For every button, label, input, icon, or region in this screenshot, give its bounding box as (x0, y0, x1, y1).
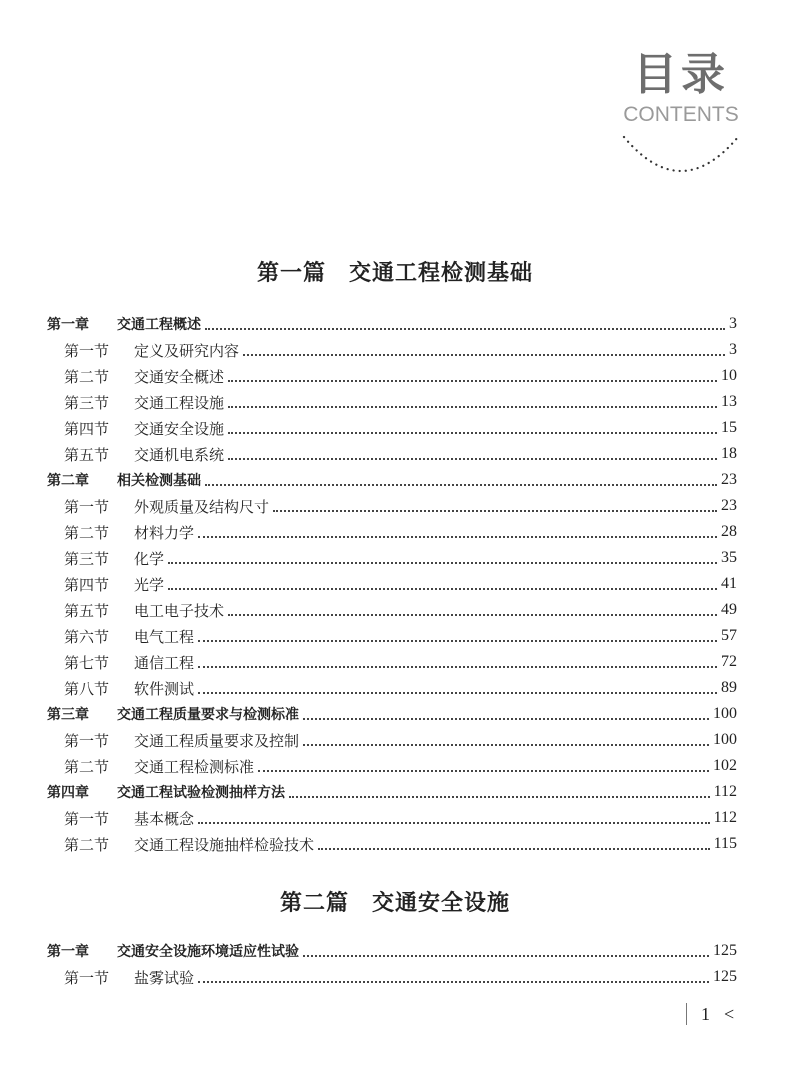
toc-section-entry[interactable] (47, 363, 737, 389)
dot-leader (258, 770, 709, 772)
dot-leader (273, 510, 717, 512)
entry-number: 第一节 (64, 497, 110, 516)
entry-page: 28 (721, 523, 737, 540)
entry-page: 10 (721, 367, 737, 384)
footer-divider (686, 1003, 687, 1025)
toc-section-entry[interactable] (47, 675, 737, 701)
toc-section-entry[interactable] (47, 649, 737, 675)
toc-section-entry[interactable] (47, 727, 737, 753)
page-marker-icon: < (724, 1003, 735, 1024)
toc-chapter-entry[interactable] (47, 311, 737, 337)
entry-title: 外观质量及结构尺寸 (134, 497, 270, 516)
dot-leader (318, 848, 710, 850)
entry-title: 交通安全概述 (134, 367, 225, 386)
entry-page: 125 (713, 942, 737, 959)
entry-page: 115 (713, 835, 737, 852)
entry-page: 102 (713, 757, 737, 774)
toc-section-entry[interactable] (47, 964, 737, 990)
toc-section-entry[interactable] (47, 415, 737, 441)
dot-leader (243, 354, 725, 356)
entry-number: 第八节 (64, 679, 110, 698)
dot-leader (303, 718, 709, 720)
entry-title: 基本概念 (134, 809, 195, 828)
dot-leader (198, 536, 717, 538)
dot-leader (198, 822, 710, 824)
dot-leader (228, 458, 717, 460)
dot-leader (205, 328, 725, 330)
entry-number: 第一节 (64, 731, 110, 750)
toc-section-entry[interactable] (47, 623, 737, 649)
dot-leader (205, 484, 717, 486)
toc-chapter-entry[interactable] (47, 779, 737, 805)
dot-leader (198, 981, 709, 983)
entry-number: 第四章 (47, 785, 89, 801)
toc-section-entry[interactable] (47, 545, 737, 571)
entry-number: 第二节 (64, 757, 110, 776)
toc-section-entry[interactable] (47, 519, 737, 545)
toc-part-1 (47, 311, 737, 857)
entry-title: 电气工程 (134, 627, 195, 646)
entry-title: 通信工程 (134, 653, 195, 672)
entry-title: 盐雾试验 (134, 968, 195, 987)
entry-number: 第七节 (64, 653, 110, 672)
entry-number: 第二节 (64, 523, 110, 542)
dot-leader (198, 692, 717, 694)
entry-title: 交通工程设施抽样检验技术 (134, 835, 315, 854)
page-footer (686, 1003, 734, 1025)
entry-page: 100 (713, 705, 737, 722)
entry-title: 交通工程检测标准 (134, 757, 255, 776)
entry-page: 15 (721, 419, 737, 436)
entry-number: 第三章 (47, 707, 89, 723)
entry-title: 相关检测基础 (117, 473, 201, 489)
entry-title: 电工电子技术 (134, 601, 225, 620)
entry-page: 23 (721, 497, 737, 514)
entry-page: 3 (729, 315, 737, 332)
entry-number: 第一章 (47, 944, 89, 960)
entry-title: 光学 (134, 575, 165, 594)
entry-page: 89 (721, 679, 737, 696)
entry-page: 18 (721, 445, 737, 462)
entry-title: 交通机电系统 (134, 445, 225, 464)
entry-number: 第一节 (64, 968, 110, 987)
toc-section-entry[interactable] (47, 389, 737, 415)
toc-section-entry[interactable] (47, 597, 737, 623)
toc-section-entry[interactable] (47, 831, 737, 857)
toc-section-entry[interactable] (47, 805, 737, 831)
entry-page: 23 (721, 471, 737, 488)
dot-leader (228, 432, 717, 434)
entry-page: 13 (721, 393, 737, 410)
entry-number: 第三节 (64, 393, 110, 412)
part-2-title: 第二篇 交通安全设施 (279, 890, 510, 916)
entry-number: 第四节 (64, 419, 110, 438)
entry-page: 57 (721, 627, 737, 644)
entry-number: 第一节 (64, 809, 110, 828)
dot-leader (198, 666, 717, 668)
toc-part-2 (47, 938, 737, 990)
dot-leader (228, 406, 717, 408)
entry-title: 交通安全设施环境适应性试验 (117, 944, 299, 960)
contents-subtitle: CONTENTS (623, 103, 739, 126)
dot-leader (168, 562, 717, 564)
entry-page: 41 (721, 575, 737, 592)
entry-title: 化学 (134, 549, 165, 568)
toc-section-entry[interactable] (47, 571, 737, 597)
entry-title: 材料力学 (134, 523, 195, 542)
entry-number: 第三节 (64, 549, 110, 568)
toc-section-entry[interactable] (47, 337, 737, 363)
dotted-arc-decoration (620, 130, 742, 180)
entry-page: 112 (713, 783, 737, 800)
entry-page: 125 (713, 968, 737, 985)
entry-title: 软件测试 (134, 679, 195, 698)
entry-number: 第五节 (64, 445, 110, 464)
part-1-title: 第一篇 交通工程检测基础 (256, 260, 533, 286)
entry-page: 49 (721, 601, 737, 618)
entry-title: 交通工程设施 (134, 393, 225, 412)
dot-leader (228, 380, 717, 382)
page-number: 1 (701, 1003, 710, 1024)
toc-chapter-entry[interactable] (47, 938, 737, 964)
entry-title: 交通安全设施 (134, 419, 225, 438)
dot-leader (168, 588, 717, 590)
entry-title: 交通工程质量要求与检测标准 (117, 707, 299, 723)
entry-number: 第五节 (64, 601, 110, 620)
toc-chapter-entry[interactable] (47, 701, 737, 727)
entry-title: 交通工程试验检测抽样方法 (117, 785, 285, 801)
entry-number: 第一节 (64, 341, 110, 360)
entry-number: 第一章 (47, 317, 89, 333)
toc-chapter-entry[interactable] (47, 467, 737, 493)
toc-section-entry[interactable] (47, 753, 737, 779)
contents-title: 目录 (633, 49, 729, 100)
dot-leader (303, 744, 709, 746)
entry-page: 72 (721, 653, 737, 670)
dot-leader (228, 614, 717, 616)
entry-number: 第二节 (64, 835, 110, 854)
dot-leader (303, 955, 709, 957)
entry-page: 100 (713, 731, 737, 748)
entry-number: 第二章 (47, 473, 89, 489)
entry-number: 第二节 (64, 367, 110, 386)
entry-title: 交通工程质量要求及控制 (134, 731, 300, 750)
entry-number: 第六节 (64, 627, 110, 646)
entry-title: 交通工程概述 (117, 317, 201, 333)
dot-leader (198, 640, 717, 642)
entry-page: 112 (713, 809, 737, 826)
entry-page: 35 (721, 549, 737, 566)
entry-page: 3 (729, 341, 737, 358)
dot-leader (289, 796, 710, 798)
entry-title: 定义及研究内容 (134, 341, 240, 360)
entry-number: 第四节 (64, 575, 110, 594)
toc-section-entry[interactable] (47, 441, 737, 467)
toc-section-entry[interactable] (47, 493, 737, 519)
